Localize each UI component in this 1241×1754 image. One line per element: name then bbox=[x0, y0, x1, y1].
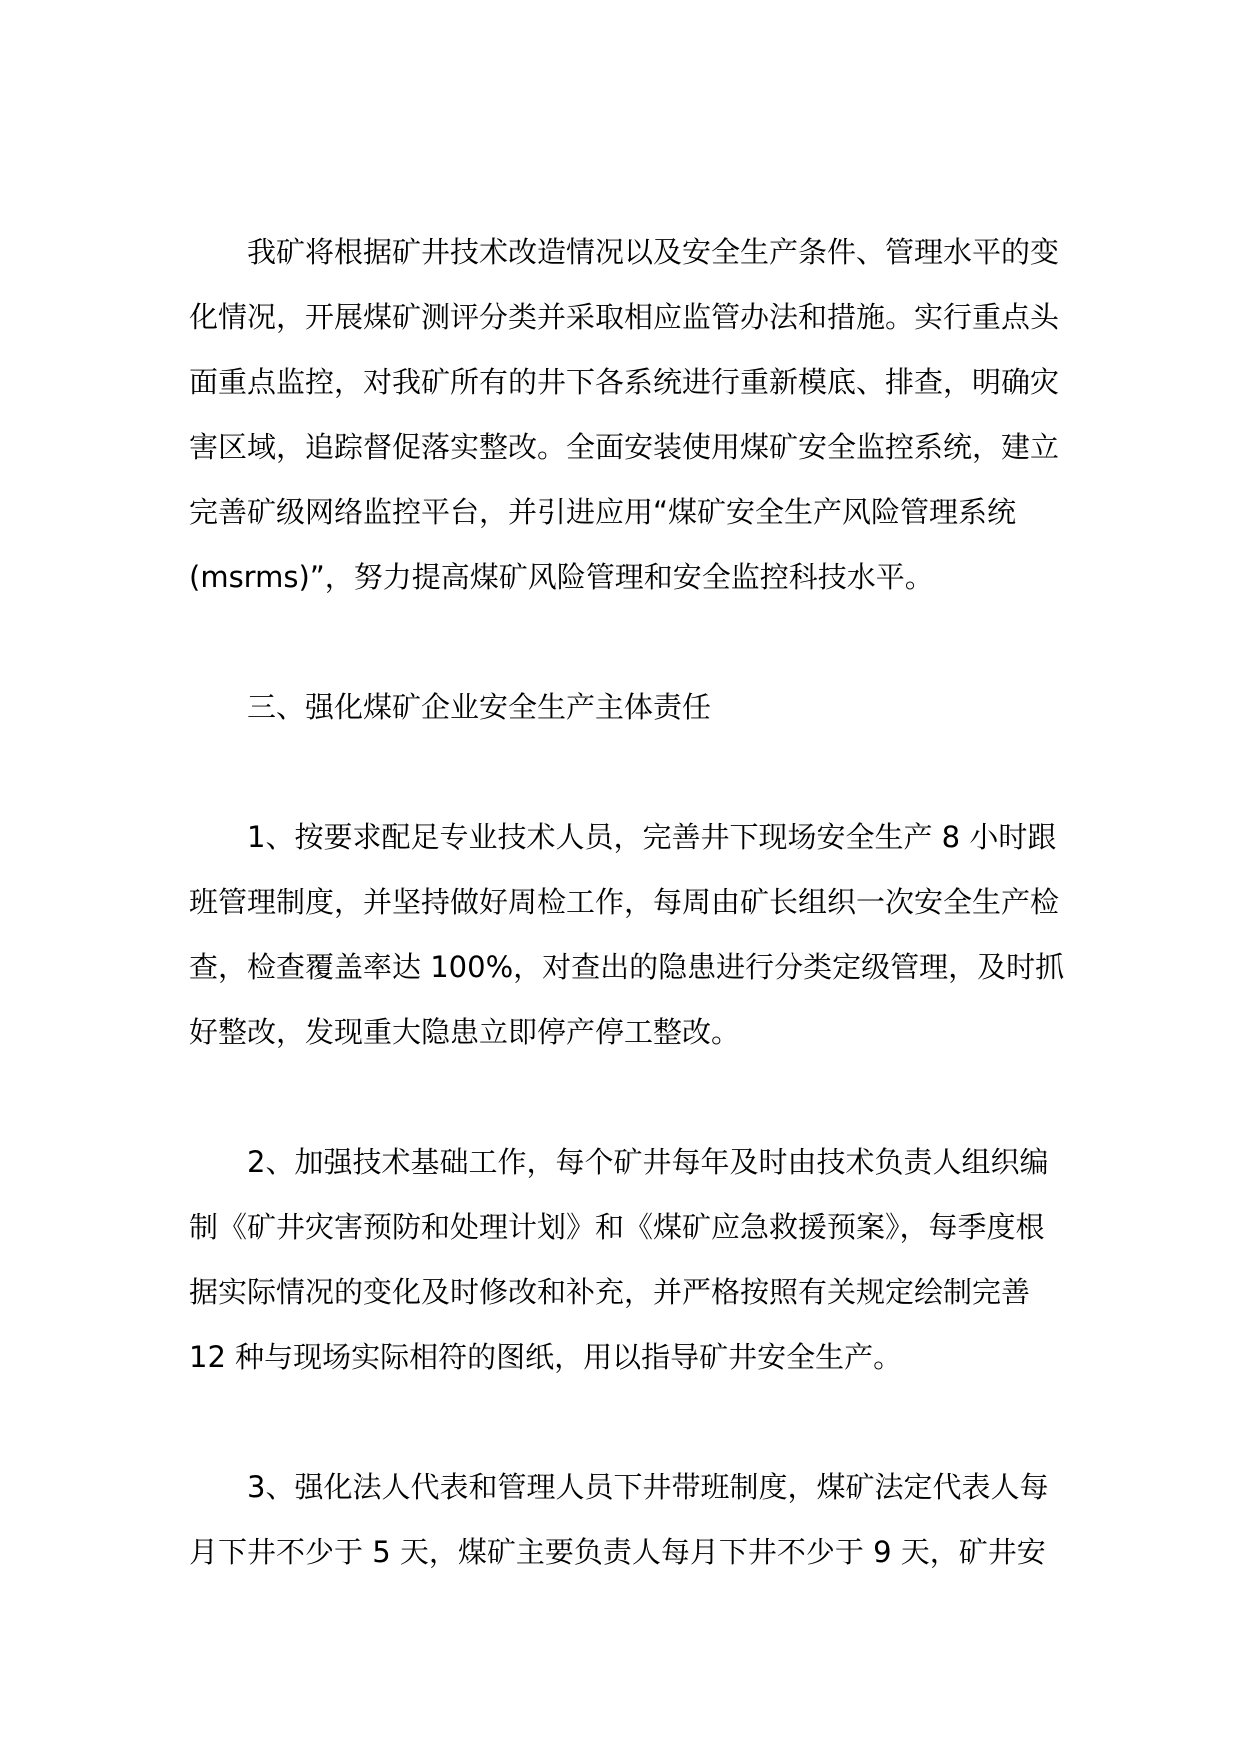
text-line: 好整改，发现重大隐患立即停产停工整改。 bbox=[189, 1015, 741, 1049]
text-line: 害区域，追踪督促落实整改。全面安装使用煤矿安全监控系统，建立 bbox=[189, 430, 1060, 464]
text-line: (msrms)”，努力提高煤矿风险管理和安全监控科技水平。 bbox=[189, 560, 934, 594]
text-line: 月下井不少于 5 天，煤矿主要负责人每月下井不少于 9 天，矿井安 bbox=[189, 1535, 1046, 1569]
paragraph-spacer bbox=[189, 740, 1069, 805]
text-line: 2、加强技术基础工作，每个矿井每年及时由技术负责人组织编 bbox=[247, 1145, 1049, 1179]
section-heading bbox=[189, 675, 1069, 740]
document-body bbox=[189, 220, 1069, 1585]
paragraph-spacer bbox=[189, 1065, 1069, 1130]
text-line: 制《矿井灾害预防和处理计划》和《煤矿应急救援预案》，每季度根 bbox=[189, 1210, 1045, 1244]
text-line: 12 种与现场实际相符的图纸，用以指导矿井安全生产。 bbox=[189, 1340, 903, 1374]
paragraph-item-2 bbox=[189, 1130, 1069, 1390]
text-line: 化情况，开展煤矿测评分类并采取相应监管办法和措施。实行重点头 bbox=[189, 300, 1060, 334]
text-line: 完善矿级网络监控平台，并引进应用“煤矿安全生产风险管理系统 bbox=[189, 495, 1017, 529]
text-line: 我矿将根据矿井技术改造情况以及安全生产条件、管理水平的变 bbox=[247, 235, 1060, 269]
heading-text: 三、强化煤矿企业安全生产主体责任 bbox=[247, 690, 712, 724]
text-line: 3、强化法人代表和管理人员下井带班制度，煤矿法定代表人每 bbox=[247, 1470, 1049, 1504]
text-line: 据实际情况的变化及时修改和补充，并严格按照有关规定绘制完善 bbox=[189, 1275, 1031, 1309]
paragraph-item-3 bbox=[189, 1455, 1069, 1585]
paragraph-spacer bbox=[189, 1390, 1069, 1455]
text-line: 面重点监控，对我矿所有的井下各系统进行重新模底、排查，明确灾 bbox=[189, 365, 1060, 399]
text-line: 查，检查覆盖率达 100%，对查出的隐患进行分类定级管理，及时抓 bbox=[189, 950, 1065, 984]
paragraph-item-1 bbox=[189, 805, 1069, 1065]
paragraph-intro bbox=[189, 220, 1069, 610]
text-line: 班管理制度，并坚持做好周检工作，每周由矿长组织一次安全生产检 bbox=[189, 885, 1060, 919]
text-line: 1、按要求配足专业技术人员，完善井下现场安全生产 8 小时跟 bbox=[247, 820, 1057, 854]
paragraph-spacer bbox=[189, 610, 1069, 675]
